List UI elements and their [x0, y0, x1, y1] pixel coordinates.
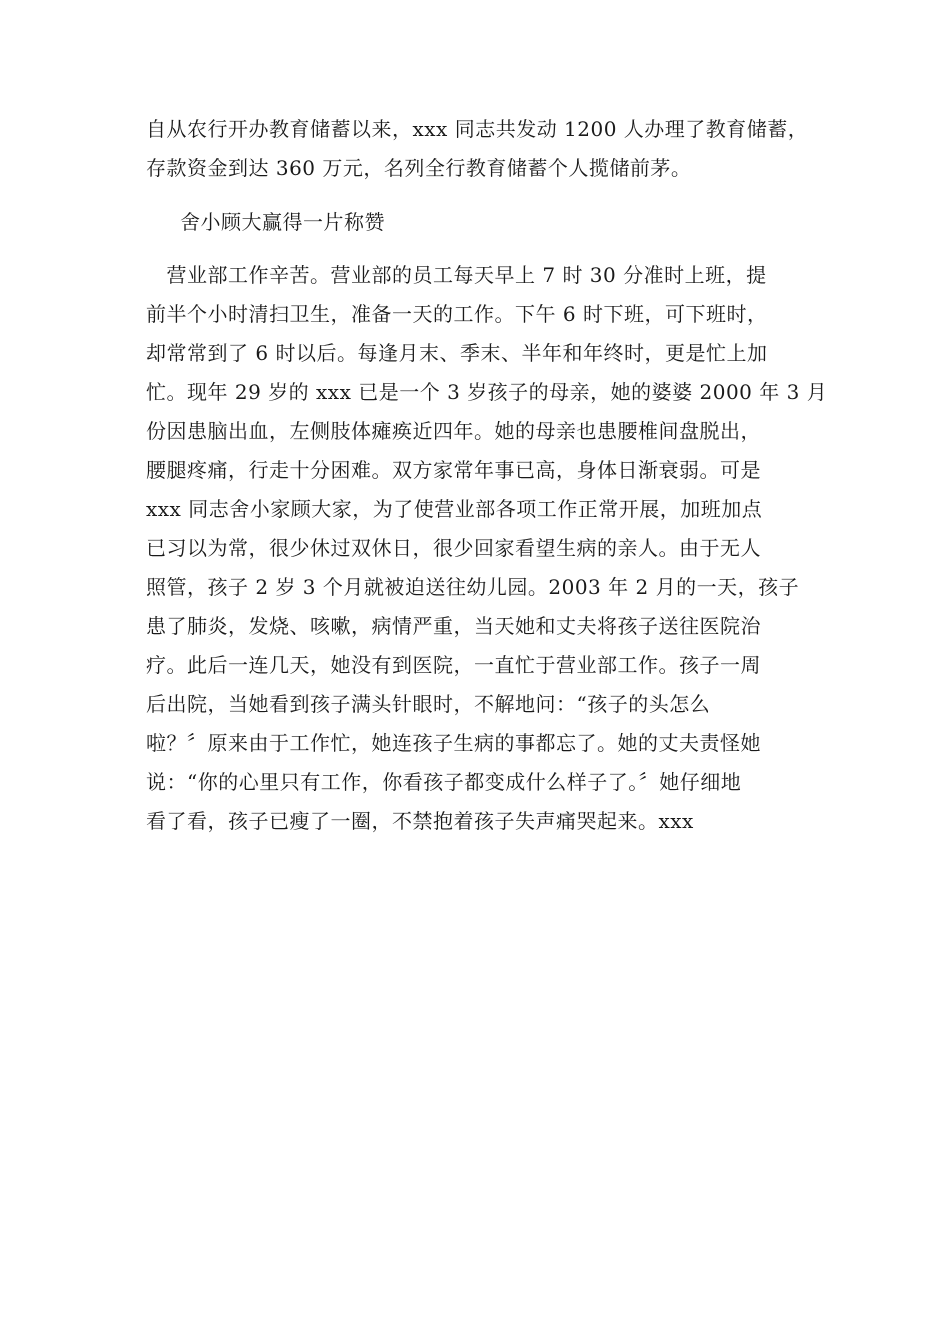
text-line: 腰腿疼痛，行走十分困难。双方家常年事已高，身体日渐衰弱。可是	[146, 458, 761, 482]
text-line: 啦？〞原来由于工作忙，她连孩子生病的事都忘了。她的丈夫责怪她	[146, 731, 761, 755]
text-line: 忙。现年 29 岁的 xxx 已是一个 3 岁孩子的母亲，她的婆婆 2000 年 3 月	[146, 380, 828, 404]
paragraph-education-savings	[146, 110, 816, 188]
text-line: 说：“你的心里只有工作，你看孩子都变成什么样子了。〞她仔细地	[146, 770, 742, 794]
text-line: 前半个小时清扫卫生，准备一天的工作。下午 6 时下班，可下班时，	[146, 302, 768, 326]
text-line: 疗。此后一连几天，她没有到医院，一直忙于营业部工作。孩子一周	[146, 653, 761, 677]
text-line: xxx 同志舍小家顾大家，为了使营业部各项工作正常开展，加班加点	[146, 497, 763, 521]
text-line: 患了肺炎，发烧、咳嗽，病情严重，当天她和丈夫将孩子送往医院治	[146, 614, 761, 638]
text-line: 份因患脑出血，左侧肢体瘫痪近四年。她的母亲也患腰椎间盘脱出，	[146, 419, 761, 443]
text-line: 却常常到了 6 时以后。每逢月末、季末、半年和年终时，更是忙上加	[146, 341, 768, 365]
text-line: 营业部工作辛苦。营业部的员工每天早上 7 时 30 分准时上班，提	[146, 263, 767, 287]
text-line: 自从农行开办教育储蓄以来，xxx 同志共发动 1200 人办理了教育储蓄，	[146, 117, 809, 141]
text-line: 后出院，当她看到孩子满头针眼时，不解地问：“孩子的头怎么	[146, 692, 711, 716]
section-heading	[180, 203, 850, 242]
text-line: 存款资金到达 360 万元，名列全行教育储蓄个人揽储前茅。	[146, 156, 692, 180]
text-line: 看了看，孩子已瘦了一圈，不禁抱着孩子失声痛哭起来。xxx	[146, 809, 694, 833]
heading-text: 舍小顾大赢得一片称赞	[180, 210, 385, 234]
text-line: 照管，孩子 2 岁 3 个月就被迫送往幼儿园。2003 年 2 月的一天，孩子	[146, 575, 800, 599]
text-line: 已习以为常，很少休过双休日，很少回家看望生病的亲人。由于无人	[146, 536, 761, 560]
paragraph-story	[146, 256, 828, 841]
